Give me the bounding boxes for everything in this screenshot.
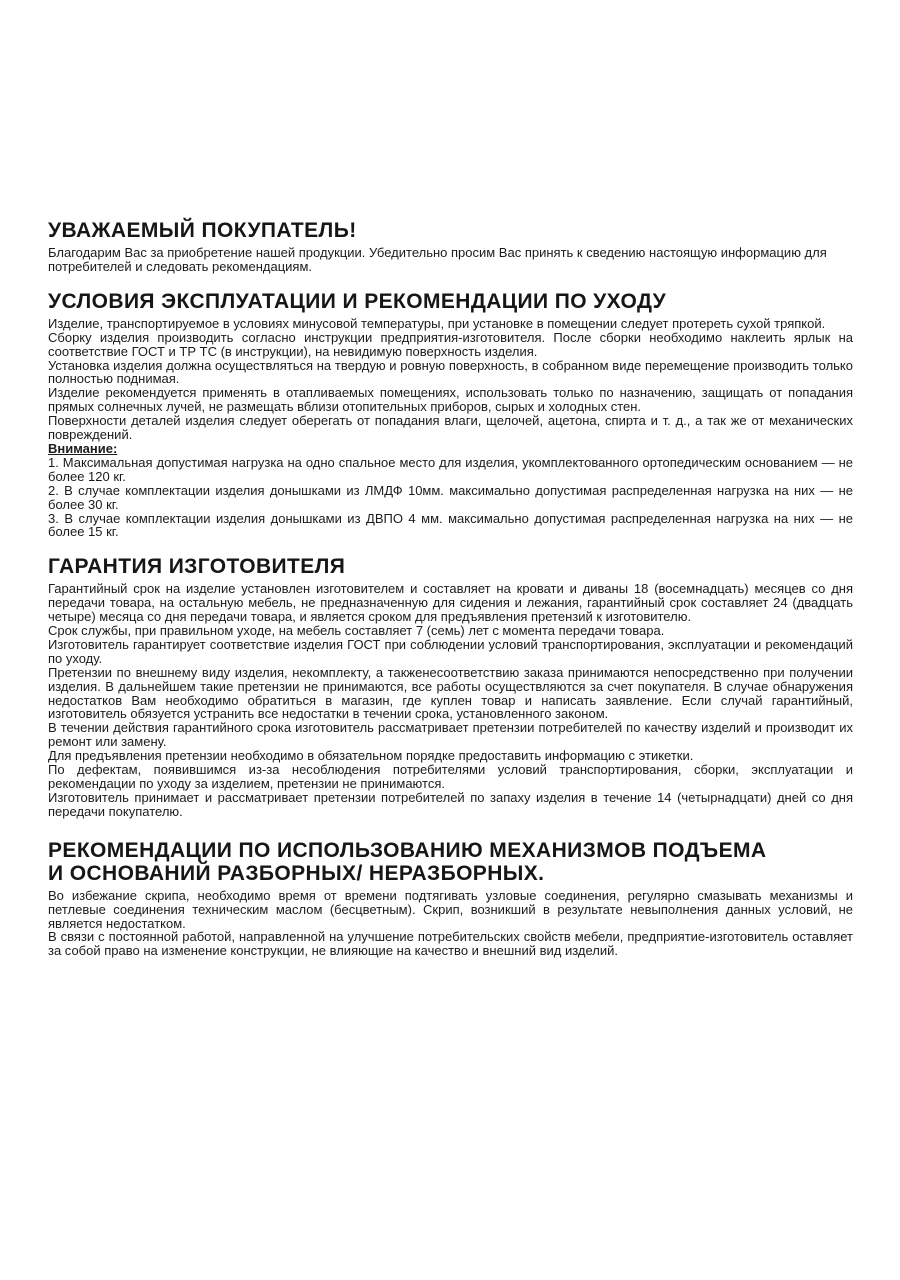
paragraph: По дефектам, появившимся из-за несоблюдения потребителями условий транспортирования, сборки, эксплуатации и рекомендации по уходу за изделием, претензии не принимаются.	[48, 762, 853, 791]
numbered-item: 3. В случае комплектации изделия донышками из ДВПО 4 мм. максимально допустимая распределенная нагрузка на них — не более 15 кг.	[48, 510, 853, 540]
attention-label: Внимание:	[48, 440, 118, 456]
numbered-item: 2. В случае комплектации изделия донышками из ЛМДФ 10мм. максимально допустимая распределенная нагрузка на них — не более 30 кг.	[48, 482, 853, 512]
paragraph: Поверхности деталей изделия следует оберегать от попадания влаги, щелочей, ацетона, спирта и т. д., а так же от механических повреждений.	[48, 413, 853, 443]
section-mechanisms-heading	[48, 839, 853, 885]
section-greeting-heading: УВАЖАЕМЫЙ ПОКУПАТЕЛЬ!	[48, 219, 357, 242]
paragraph: Изделие рекомендуется применять в отапливаемых помещениях, использовать только по назначению, защищать от попадания прямых солнечных лучей, не размещать вблизи отопительных приборов, сырых и холодных стен.	[48, 385, 853, 415]
paragraph: Изделие, транспортируемое в условиях минусовой температуры, при установке в помещении следует протереть сухой тряпкой.	[48, 315, 826, 331]
paragraph: Изготовитель принимает и рассматривает претензии потребителей по запаху изделия в течение 14 (четырнадцати) дней со дня передачи покупателю.	[48, 789, 853, 819]
paragraph: В связи с постоянной работой, направленной на улучшение потребительских свойств мебели, предприятие-изготовитель оставляет за собой право на изменение конструкции, не влияющие на качество и внешний вид изделий.	[48, 929, 853, 959]
paragraph: Благодарим Вас за приобретение нашей продукции. Убедительно просим Вас принять к сведению настоящую информацию для потребителей и следовать рекомендациям.	[48, 245, 827, 274]
paragraph: Претензии по внешнему виду изделия, некомплекту, а такженесоответствию заказа принимаются непосредственно при получении изделия. В дальнейшем такие претензии не принимаются, все работы осуществляются за счет покупателя. В случае обнаружения недостатков Вам необходимо обратиться в магазин, где куплен товар и написать заявление. Если случай гарантийный, изготовитель обязуется устранить все недостатки в течении срока, установленного законом.	[48, 664, 853, 722]
numbered-item: 1. Максимальная допустимая нагрузка на одно спальное место для изделия, укомплектованного ортопедическим основанием — не более 120 кг.	[48, 454, 853, 484]
paragraph: В течении действия гарантийного срока изготовитель рассматривает претензии потребителей по качеству изделий и производит их ремонт или замену.	[48, 720, 853, 750]
paragraph: Срок службы, при правильном уходе, на мебель составляет 7 (семь) лет с момента передачи товара.	[48, 623, 665, 639]
paragraph: Изготовитель гарантирует соответствие изделия ГОСТ при соблюдении условий транспортирования, эксплуатации и рекомендаций по уходу.	[48, 636, 853, 666]
paragraph: Во избежание скрипа, необходимо время от времени подтягивать узловые соединения, регулярно смазывать механизмы и петлевые соединения техническим маслом (бесцветным). Скрип, возникший в результате невыполнения данных условий, не является недостатком.	[48, 887, 853, 931]
paragraph: Гарантийный срок на изделие установлен изготовителем и составляет на кровати и диваны 18 (восемнадцать) месяцев со дня передачи товара, на остальную мебель, не предназначенную для сидения и лежания, гарантийный срок составляет 24 (двадцать четыре) месяца со дня передачи товара, и является сроком для предъявления претензий к изготовителю.	[48, 581, 853, 625]
section-mechanisms	[48, 839, 853, 959]
section-warranty	[48, 555, 853, 818]
paragraph: Сборку изделия производить согласно инструкции предприятия-изготовителя. После сборки необходимо наклеить ярлык на соответствие ГОСТ и ТР ТС (в инструкции), на невидимую поверхность изделия.	[48, 329, 853, 359]
heading-line: И ОСНОВАНИЙ РАЗБОРНЫХ/ НЕРАЗБОРНЫХ.	[48, 861, 545, 885]
paragraph: Для предъявления претензии необходимо в обязательном порядке предоставить информацию с этикетки.	[48, 748, 694, 764]
section-greeting	[48, 219, 853, 274]
heading-line: РЕКОМЕНДАЦИИ ПО ИСПОЛЬЗОВАНИЮ МЕХАНИЗМОВ ПОДЪЕМА	[48, 838, 767, 862]
section-care-heading: УСЛОВИЯ ЭКСПЛУАТАЦИИ И РЕКОМЕНДАЦИИ ПО УХОДУ	[48, 289, 667, 313]
section-warranty-heading: ГАРАНТИЯ ИЗГОТОВИТЕЛЯ	[48, 555, 346, 579]
paragraph: Установка изделия должна осуществляться на твердую и ровную поверхность, в собранном виде перемещение производить только полностью поднимая.	[48, 357, 853, 387]
section-care-conditions	[48, 290, 853, 540]
